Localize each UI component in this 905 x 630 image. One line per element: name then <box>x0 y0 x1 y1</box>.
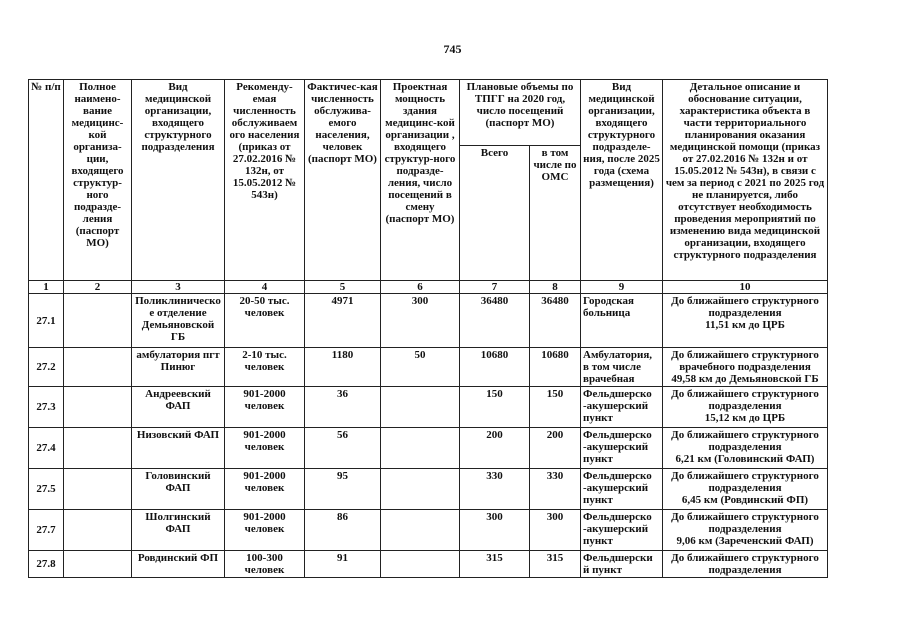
type-after-2025-cell: Фельдшерско -акушерский пункт <box>581 387 663 428</box>
header-full-name: Полное наимено-вание медицинс-кой организа-ции, входящего структур-ного подразде-ления (паспорт МО) <box>64 80 132 281</box>
row-number: 27.4 <box>29 428 64 469</box>
header-org-type: Вид медицинской организации, входящего структурного подразделения <box>132 80 225 281</box>
planned-total-cell: 150 <box>460 387 530 428</box>
capacity-cell <box>381 551 460 578</box>
full-name-cell <box>64 469 132 510</box>
planned-oms-cell: 315 <box>530 551 581 578</box>
planned-oms-cell: 330 <box>530 469 581 510</box>
full-name-cell <box>64 348 132 387</box>
full-name-cell <box>64 510 132 551</box>
planned-total-cell: 200 <box>460 428 530 469</box>
header-oms: в том числе по ОМС <box>530 146 581 281</box>
description-cell: До ближайшего структурного врачебного подразделения 49,58 км до Демьяновской ГБ <box>663 348 828 387</box>
table-row <box>29 387 828 428</box>
capacity-cell: 50 <box>381 348 460 387</box>
col-number: 2 <box>64 281 132 294</box>
planned-oms-cell: 36480 <box>530 294 581 348</box>
row-number: 27.8 <box>29 551 64 578</box>
recommended-pop-cell: 901-2000 человек <box>225 428 305 469</box>
actual-pop-cell: 1180 <box>305 348 381 387</box>
header-description: Детальное описание и обоснование ситуации, характеристика объекта в части территориального планирования оказания медицинской помощи (приказ от 27.02.2016 № 132н и от 15.05.2012 № 543н), в связи с чем за период с 2021 по 2025 год не планируется, либо отсутствует необходимость проведения мероприятий по изменению вида медицинской организации, входящего структурного подразделения <box>663 80 828 281</box>
description-cell: До ближайшего структурного подразделения 15,12 км до ЦРБ <box>663 387 828 428</box>
actual-pop-cell: 95 <box>305 469 381 510</box>
full-name-cell <box>64 428 132 469</box>
recommended-pop-cell: 2-10 тыс. человек <box>225 348 305 387</box>
org-type-cell: амбулатория пгт Пинюг <box>132 348 225 387</box>
capacity-cell: 300 <box>381 294 460 348</box>
type-after-2025-cell: Городская больница <box>581 294 663 348</box>
planned-total-cell: 36480 <box>460 294 530 348</box>
org-type-cell: Андреевский ФАП <box>132 387 225 428</box>
recommended-pop-cell: 901-2000 человек <box>225 510 305 551</box>
table-row <box>29 428 828 469</box>
row-number: 27.3 <box>29 387 64 428</box>
header-recommended-population: Рекоменду-емая численность обслуживаем ого населения (приказ от 27.02.2016 № 132н, от 15.05.2012 № 543н) <box>225 80 305 281</box>
type-after-2025-cell: Фельдшерски й пункт <box>581 551 663 578</box>
actual-pop-cell: 56 <box>305 428 381 469</box>
col-number: 7 <box>460 281 530 294</box>
description-cell: До ближайшего структурного подразделения 11,51 км до ЦРБ <box>663 294 828 348</box>
actual-pop-cell: 86 <box>305 510 381 551</box>
description-cell: До ближайшего структурного подразделения 6,21 км (Головинский ФАП) <box>663 428 828 469</box>
col-number: 1 <box>29 281 64 294</box>
recommended-pop-cell: 901-2000 человек <box>225 387 305 428</box>
description-cell: До ближайшего структурного подразделения <box>663 551 828 578</box>
org-type-cell: Ровдинский ФП <box>132 551 225 578</box>
row-number: 27.2 <box>29 348 64 387</box>
col-number: 6 <box>381 281 460 294</box>
org-type-cell: Головинский ФАП <box>132 469 225 510</box>
actual-pop-cell: 91 <box>305 551 381 578</box>
column-number-row <box>29 281 828 294</box>
org-type-cell: Шолгинский ФАП <box>132 510 225 551</box>
col-number: 4 <box>225 281 305 294</box>
table-row <box>29 294 828 348</box>
planned-oms-cell: 10680 <box>530 348 581 387</box>
recommended-pop-cell: 100-300 человек <box>225 551 305 578</box>
org-type-cell: Поликлиническо е отделение Демьяновской ГБ <box>132 294 225 348</box>
type-after-2025-cell: Амбулатория, в том числе врачебная <box>581 348 663 387</box>
page-number: 745 <box>443 42 462 56</box>
planned-oms-cell: 150 <box>530 387 581 428</box>
full-name-cell <box>64 551 132 578</box>
col-number: 8 <box>530 281 581 294</box>
description-cell: До ближайшего структурного подразделения 6,45 км (Ровдинский ФП) <box>663 469 828 510</box>
header-design-capacity: Проектная мощность здания медицинс-кой организации , входящего структур-ного подразде-ления, число посещений в смену (паспорт МО) <box>381 80 460 281</box>
table-row <box>29 348 828 387</box>
actual-pop-cell: 4971 <box>305 294 381 348</box>
col-number: 10 <box>663 281 828 294</box>
planned-total-cell: 315 <box>460 551 530 578</box>
type-after-2025-cell: Фельдшерско -акушерский пункт <box>581 428 663 469</box>
planned-total-cell: 300 <box>460 510 530 551</box>
row-number: 27.5 <box>29 469 64 510</box>
planned-total-cell: 330 <box>460 469 530 510</box>
table-row <box>29 469 828 510</box>
full-name-cell <box>64 294 132 348</box>
recommended-pop-cell: 20-50 тыс. человек <box>225 294 305 348</box>
capacity-cell <box>381 428 460 469</box>
facilities-table <box>28 79 828 578</box>
planned-oms-cell: 200 <box>530 428 581 469</box>
col-number: 3 <box>132 281 225 294</box>
capacity-cell <box>381 387 460 428</box>
table-row <box>29 510 828 551</box>
header-actual-population: Фактичес-кая численность обслужива-емого населения, человек (паспорт МО) <box>305 80 381 281</box>
planned-oms-cell: 300 <box>530 510 581 551</box>
type-after-2025-cell: Фельдшерско -акушерский пункт <box>581 510 663 551</box>
header-total: Всего <box>460 146 530 281</box>
recommended-pop-cell: 901-2000 человек <box>225 469 305 510</box>
capacity-cell <box>381 469 460 510</box>
col-number: 5 <box>305 281 381 294</box>
full-name-cell <box>64 387 132 428</box>
actual-pop-cell: 36 <box>305 387 381 428</box>
col-number: 9 <box>581 281 663 294</box>
description-cell: До ближайшего структурного подразделения 9,06 км (Зареченский ФАП) <box>663 510 828 551</box>
type-after-2025-cell: Фельдшерско -акушерский пункт <box>581 469 663 510</box>
org-type-cell: Низовский ФАП <box>132 428 225 469</box>
header-planned-volumes: Плановые объемы по ТПГГ на 2020 год, число посещений (паспорт МО) <box>460 80 581 146</box>
table-row <box>29 551 828 578</box>
row-number: 27.1 <box>29 294 64 348</box>
capacity-cell <box>381 510 460 551</box>
header-index: № п/п <box>29 80 64 281</box>
header-type-after-2025: Вид медицинской организации, входящего структурного подразделе-ния, после 2025 года (схема размещения) <box>581 80 663 281</box>
planned-total-cell: 10680 <box>460 348 530 387</box>
row-number: 27.7 <box>29 510 64 551</box>
